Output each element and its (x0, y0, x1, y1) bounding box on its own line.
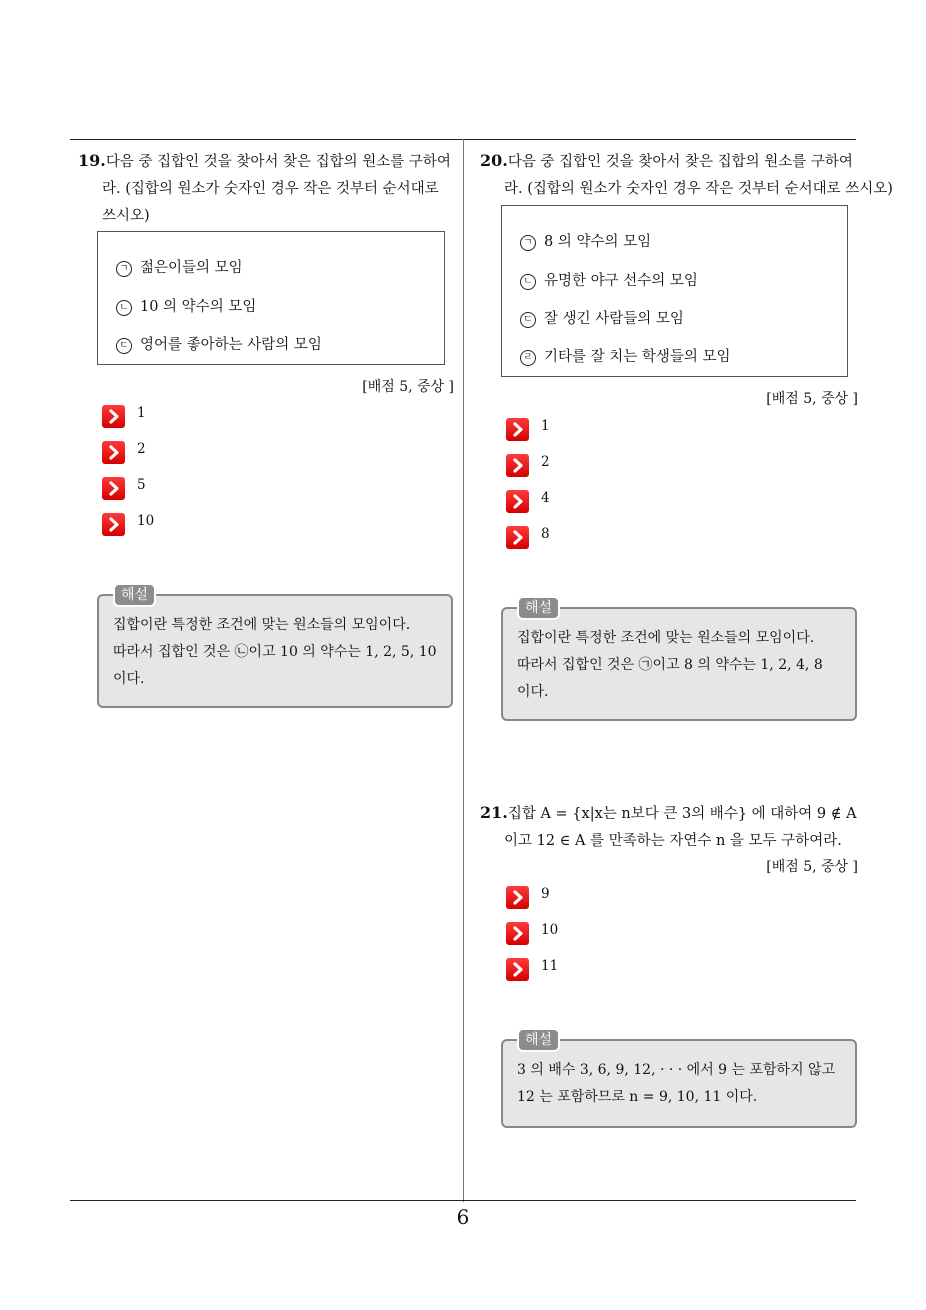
answer-value: 10 (137, 513, 155, 529)
circled-letter-icon: ㄱ (116, 261, 132, 277)
solution-text: 3 의 배수 3, 6, 9, 12, · · · 에서 9 는 포함하지 않고 12 는 포함하므로 n = 9, 10, 11 이다. (517, 1062, 836, 1105)
solution-tag: 해설 (517, 596, 560, 620)
chevron-right-icon (506, 922, 529, 945)
question-19-number: 19. (78, 151, 106, 170)
answer-value: 5 (137, 477, 146, 493)
answer-value: 8 (541, 526, 550, 542)
question-19-score: [배점 5, 중상 ] (362, 379, 454, 395)
chevron-right-icon (506, 454, 529, 477)
answer-value: 2 (137, 441, 146, 457)
chevron-right-icon (102, 441, 125, 464)
circled-letter-icon: ㄷ (520, 312, 536, 328)
chevron-right-icon (506, 526, 529, 549)
question-20-number: 20. (480, 151, 508, 170)
answer-value: 11 (541, 958, 559, 974)
question-21-text (480, 799, 860, 855)
question-21-line2: 이고 12 ∈ A 를 만족하는 자연수 n 을 모두 구하여라. (504, 833, 842, 849)
solution-tag: 해설 (517, 1028, 560, 1052)
question-21 (480, 799, 860, 855)
question-19-options-box (97, 231, 445, 365)
question-20-option: ㄷ 잘 생긴 사람들의 모임 (520, 307, 684, 328)
circled-letter-icon: ㄹ (520, 350, 536, 366)
solution-text: 집합이란 특정한 조건에 맞는 원소들의 모임이다. 따라서 집합인 것은 ㉠이고 8 의 약수는 1, 2, 4, 8 이다. (517, 630, 823, 700)
circled-letter-icon: ㄴ (116, 300, 132, 316)
solution-tag: 해설 (113, 583, 156, 607)
circled-letter-icon: ㄷ (116, 338, 132, 354)
question-19-line1: 다음 중 집합인 것을 찾아서 찾은 집합의 원소를 구하여 (105, 154, 451, 170)
question-19-option: ㄴ 10 의 약수의 모임 (116, 295, 256, 316)
chevron-right-icon (506, 490, 529, 513)
question-20-option: ㄹ 기타를 잘 치는 학생들의 모임 (520, 345, 731, 366)
question-20-score: [배점 5, 중상 ] (766, 391, 858, 407)
question-20-option: ㄴ 유명한 야구 선수의 모임 (520, 269, 698, 290)
answer-value: 2 (541, 454, 550, 470)
circled-letter-icon: ㄴ (520, 274, 536, 290)
question-20 (480, 147, 893, 203)
answer-value: 4 (541, 490, 550, 506)
question-20-solution-box (501, 600, 857, 721)
bottom-rule (70, 1200, 856, 1201)
question-20-line1: 다음 중 집합인 것을 찾아서 찾은 집합의 원소를 구하여 (507, 154, 853, 170)
question-19-line3: 쓰시오) (102, 208, 150, 224)
answer-value: 10 (541, 922, 559, 938)
question-19-option: ㄱ 젊은이들의 모임 (116, 256, 243, 277)
question-20-line2: 라. (집합의 원소가 숫자인 경우 작은 것부터 순서대로 쓰시오) (504, 181, 893, 197)
question-19-text (78, 147, 458, 230)
question-20-text (480, 147, 893, 203)
column-divider (463, 139, 464, 1202)
chevron-right-icon (102, 477, 125, 500)
question-20-options-box (501, 205, 848, 377)
chevron-right-icon (102, 405, 125, 428)
question-19-line2: 라. (집합의 원소가 숫자인 경우 작은 것부터 순서대로 (102, 181, 439, 197)
page-number: 6 (456, 1205, 470, 1229)
question-21-line1: 집합 A = {x|x는 n보다 큰 3의 배수} 에 대하여 9 ∉ A (507, 806, 857, 822)
answer-value: 1 (137, 405, 146, 421)
chevron-right-icon (102, 513, 125, 536)
question-20-option: ㄱ 8 의 약수의 모임 (520, 230, 651, 251)
chevron-right-icon (506, 958, 529, 981)
answer-value: 9 (541, 886, 550, 902)
question-21-score: [배점 5, 중상 ] (766, 859, 858, 875)
chevron-right-icon (506, 418, 529, 441)
solution-text: 집합이란 특정한 조건에 맞는 원소들의 모임이다. 따라서 집합인 것은 ㉡이고 10 의 약수는 1, 2, 5, 10 이다. (113, 617, 437, 687)
question-19-option: ㄷ 영어를 좋아하는 사람의 모임 (116, 333, 322, 354)
question-19-solution-box (97, 587, 453, 708)
question-19 (78, 147, 458, 230)
question-21-solution-box (501, 1032, 857, 1128)
question-21-number: 21. (480, 803, 508, 822)
circled-letter-icon: ㄱ (520, 235, 536, 251)
chevron-right-icon (506, 886, 529, 909)
answer-value: 1 (541, 418, 550, 434)
